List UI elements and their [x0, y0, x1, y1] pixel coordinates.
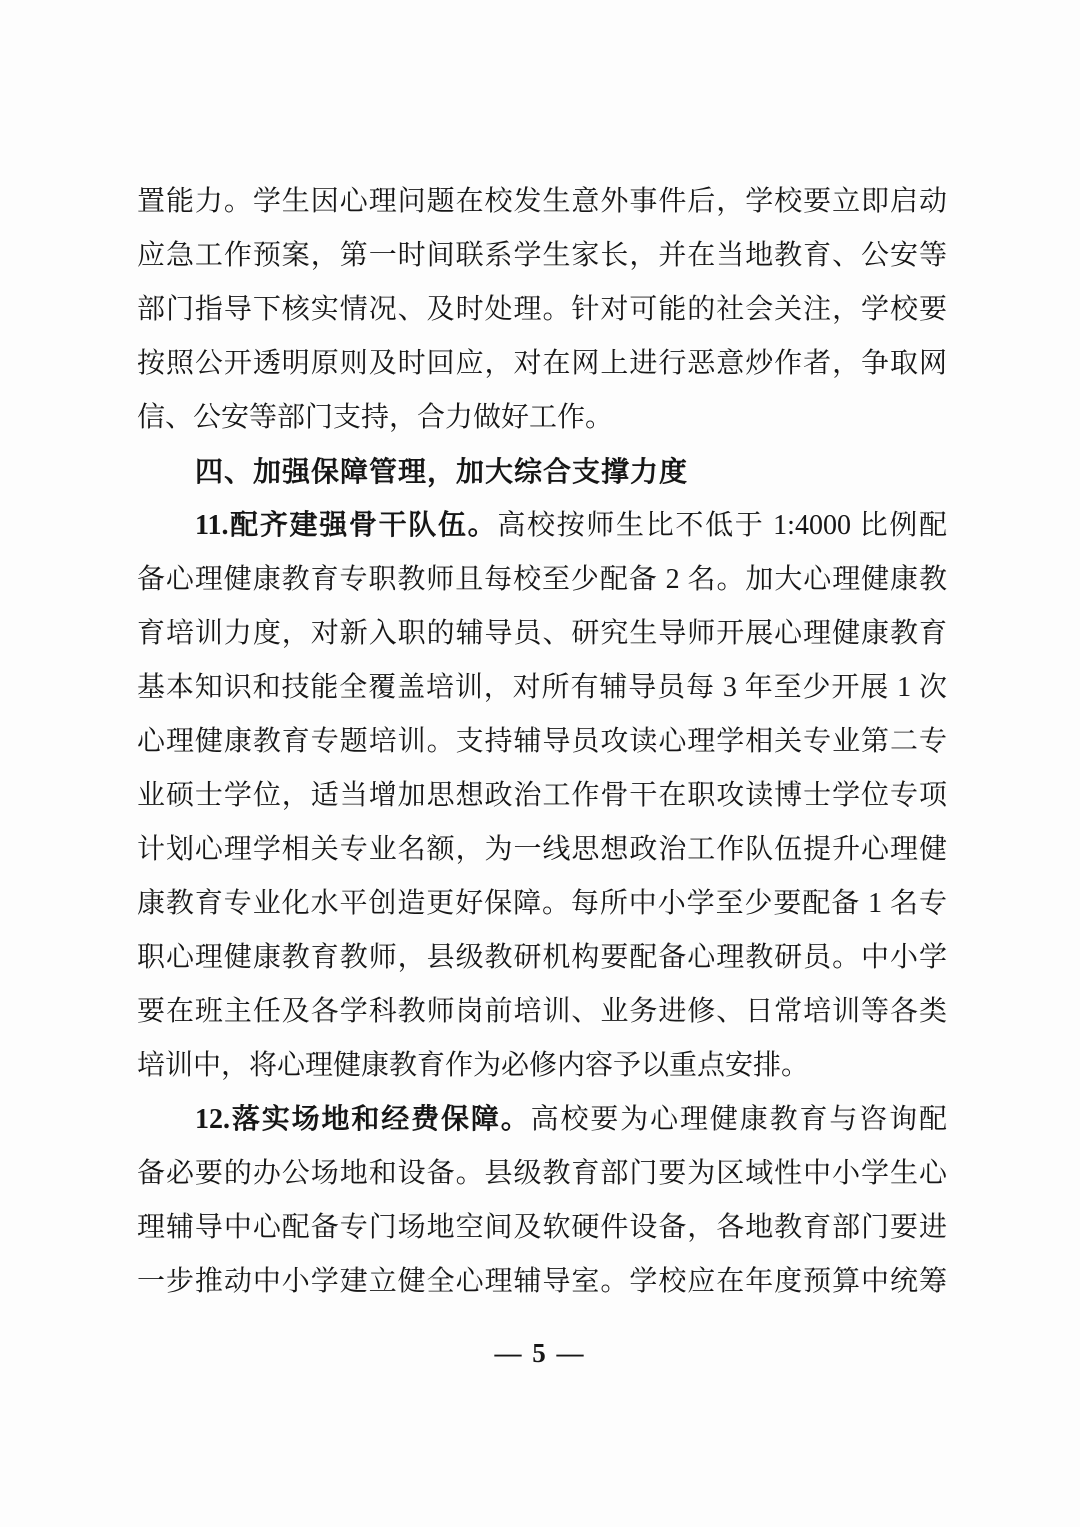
text-segment: 置能力。学生因心理问题在校发生意外事件后，学校要立即启动 [137, 186, 947, 217]
text-line [137, 1093, 947, 1147]
text-line [137, 1039, 947, 1093]
text-line [137, 499, 947, 553]
text-segment: 部门指导下核实情况、及时处理。针对可能的社会关注，学校要 [137, 294, 947, 325]
text-line [137, 1255, 947, 1309]
document-body [137, 175, 947, 1309]
text-line [137, 229, 947, 283]
text-line [137, 1147, 947, 1201]
text-segment: 心理健康教育专题培训。支持辅导员攻读心理学相关专业第二专 [137, 726, 947, 757]
paragraph-lead: 12.落实场地和经费保障。 [195, 1104, 531, 1135]
text-segment: 业硕士学位，适当增加思想政治工作骨干在职攻读博士学位专项 [137, 780, 947, 811]
text-line [137, 877, 947, 931]
text-line [137, 985, 947, 1039]
text-line [137, 769, 947, 823]
text-segment: 备必要的办公场地和设备。县级教育部门要为区域性中小学生心 [137, 1158, 947, 1189]
text-line [137, 1201, 947, 1255]
text-segment: 应急工作预案，第一时间联系学生家长，并在当地教育、公安等 [137, 240, 947, 271]
text-segment: 高校要为心理健康教育与咨询配 [530, 1104, 947, 1135]
text-line [137, 607, 947, 661]
text-segment: 康教育专业化水平创造更好保障。每所中小学至少要配备 1 名专 [137, 888, 947, 919]
text-line [137, 715, 947, 769]
text-segment: 培训中，将心理健康教育作为必修内容予以重点安排。 [137, 1050, 810, 1081]
text-segment: 信、公安等部门支持，合力做好工作。 [137, 402, 614, 433]
text-line [137, 175, 947, 229]
page-number: — 5 — [494, 1338, 586, 1368]
text-segment: 职心理健康教育教师，县级教研机构要配备心理教研员。中小学 [137, 942, 947, 973]
text-segment: 基本知识和技能全覆盖培训，对所有辅导员每 3 年至少开展 1 次 [137, 672, 947, 703]
text-line [137, 391, 947, 445]
text-segment: 四、加强保障管理，加大综合支撑力度 [195, 456, 689, 487]
text-segment: 按照公开透明原则及时回应，对在网上进行恶意炒作者，争取网 [137, 348, 947, 379]
text-segment: 计划心理学相关专业名额，为一线思想政治工作队伍提升心理健 [137, 834, 947, 865]
text-segment: 理辅导中心配备专门场地空间及软硬件设备，各地教育部门要进 [137, 1212, 947, 1243]
text-line [137, 823, 947, 877]
section-heading [137, 445, 947, 499]
text-segment: 高校按师生比不低于 1:4000 比例配 [497, 510, 947, 541]
text-line [137, 553, 947, 607]
text-line [137, 931, 947, 985]
text-line [137, 283, 947, 337]
text-segment: 备心理健康教育专职教师且每校至少配备 2 名。加大心理健康教 [137, 564, 947, 595]
paragraph-lead: 11.配齐建强骨干队伍。 [195, 510, 498, 541]
text-line [137, 661, 947, 715]
text-segment: 育培训力度，对新入职的辅导员、研究生导师开展心理健康教育 [137, 618, 947, 649]
text-line [137, 337, 947, 391]
text-segment: 一步推动中小学建立健全心理辅导室。学校应在年度预算中统筹 [137, 1266, 947, 1297]
text-segment: 要在班主任及各学科教师岗前培训、业务进修、日常培训等各类 [137, 996, 947, 1027]
